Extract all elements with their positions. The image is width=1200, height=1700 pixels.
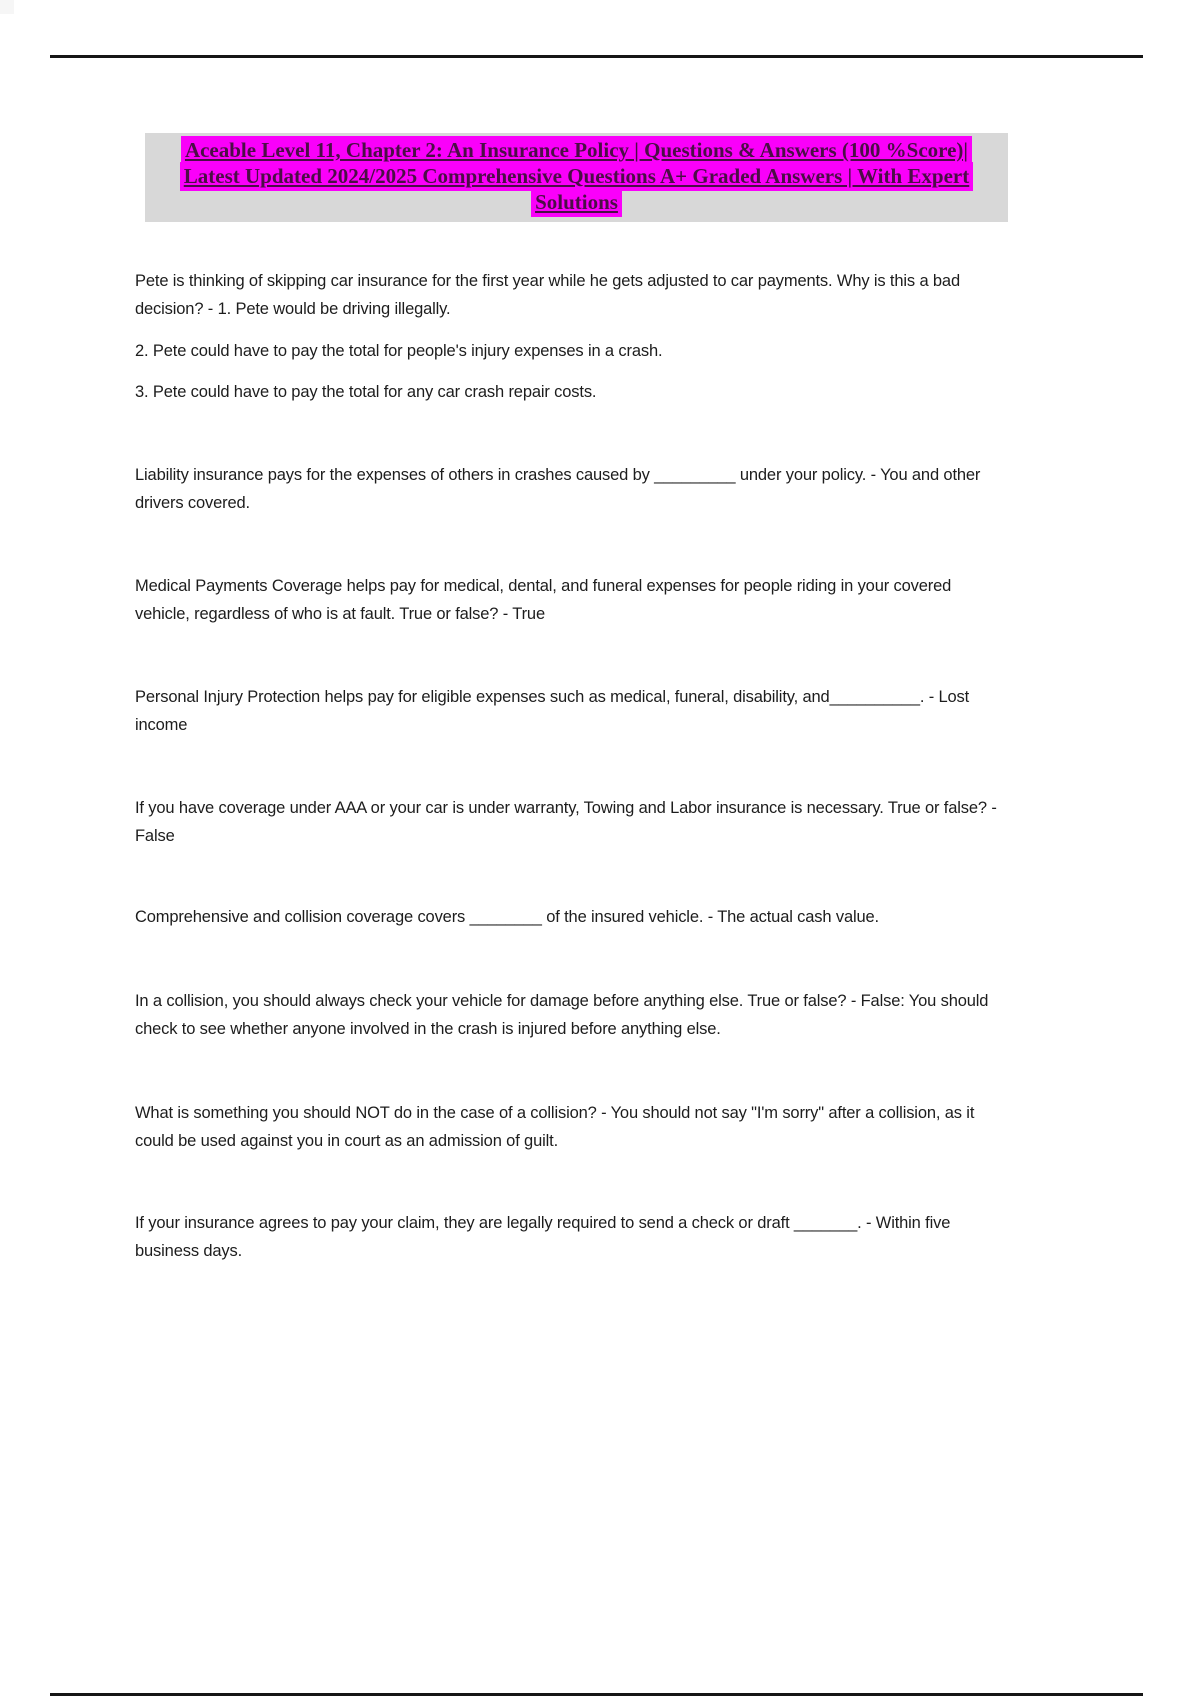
top-horizontal-rule bbox=[50, 55, 1143, 58]
qa-item-5: Medical Payments Coverage helps pay for medical, dental, and funeral expenses for people riding in your covered vehicle, regardless of who is at fault. True or false? - True bbox=[135, 577, 952, 623]
qa-item-8: Comprehensive and collision coverage covers ________ of the insured vehicle. - The actual cash value. bbox=[135, 908, 879, 926]
qa-item-4: Liability insurance pays for the expenses of others in crashes caused by _________ under your policy. - You and other drivers covered. bbox=[135, 466, 981, 512]
qa-item-9: In a collision, you should always check your vehicle for damage before anything else. True or false? - False: You should check to see whether anyone involved in the crash is injured before anything else. bbox=[135, 992, 989, 1038]
qa-item-10: What is something you should NOT do in the case of a collision? - You should not say "I'm sorry" after a collision, as it could be used against you in court as an admission of guilt. bbox=[135, 1104, 975, 1150]
title-line-3: Solutions bbox=[531, 188, 622, 217]
qa-item-2: 2. Pete could have to pay the total for people's injury expenses in a crash. bbox=[135, 342, 663, 360]
scan-artifact bbox=[0, 0, 14, 14]
title-line-2: Latest Updated 2024/2025 Comprehensive Questions A+ Graded Answers | With Expert bbox=[180, 162, 973, 191]
qa-item-1: Pete is thinking of skipping car insurance for the first year while he gets adjusted to car payments. Why is this a bad decision? - 1. Pete would be driving illegally. bbox=[135, 272, 960, 318]
qa-item-7: If you have coverage under AAA or your car is under warranty, Towing and Labor insurance is necessary. True or false? - False bbox=[135, 799, 997, 845]
qa-item-3: 3. Pete could have to pay the total for any car crash repair costs. bbox=[135, 383, 597, 401]
bottom-horizontal-rule bbox=[50, 1693, 1143, 1696]
title-line-1: Aceable Level 11, Chapter 2: An Insurance Policy | Questions & Answers (100 %Score)| bbox=[181, 136, 972, 165]
title-banner bbox=[145, 133, 1008, 222]
title-line bbox=[145, 137, 1008, 163]
qa-item-6: Personal Injury Protection helps pay for eligible expenses such as medical, funeral, disability, and__________. - Lost income bbox=[135, 688, 970, 734]
title-line bbox=[145, 163, 1008, 189]
title-line bbox=[145, 189, 1008, 215]
qa-item-11: If your insurance agrees to pay your claim, they are legally required to send a check or draft _______. - Within five business days. bbox=[135, 1214, 951, 1260]
